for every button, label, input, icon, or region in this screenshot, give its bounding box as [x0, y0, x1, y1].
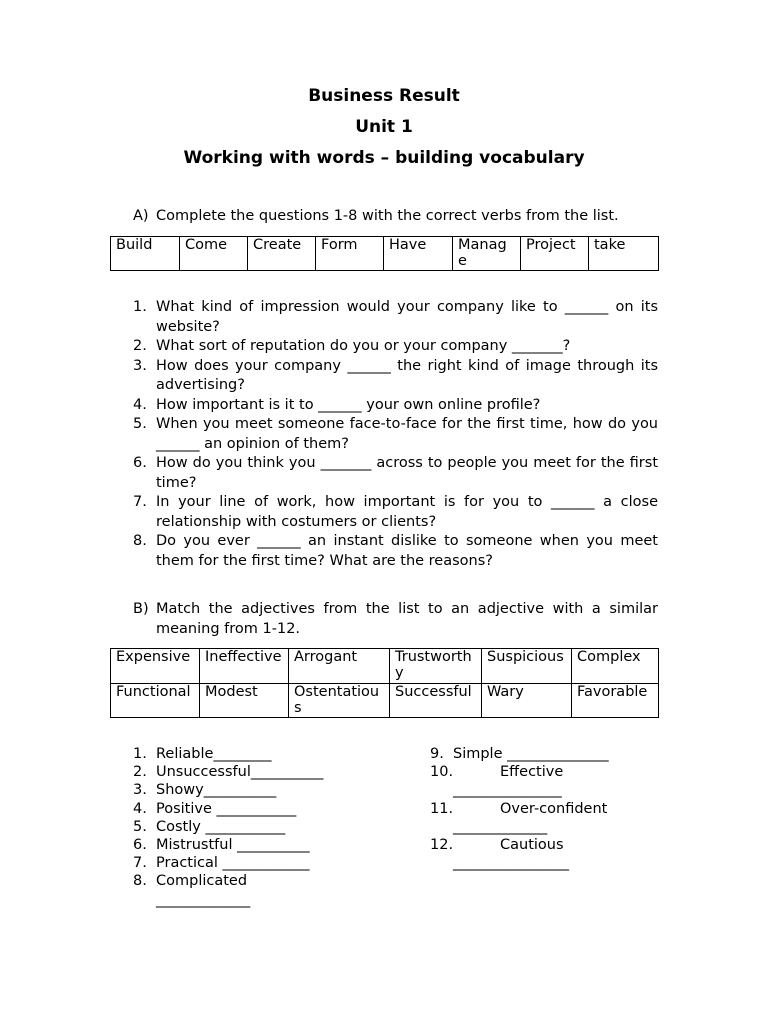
question-number: 7. [133, 494, 147, 510]
question-text: When you meet someone face-to-face for the first time, how do you ______ an opinion of them? [156, 416, 658, 452]
adjective-cell: Expensive [111, 649, 200, 684]
adjective-cell: Ineffective [200, 649, 289, 684]
section-a-label: A) [133, 208, 149, 224]
section-b-text: Match the adjectives from the list to an adjective with a similar meaning from 1-12. [156, 601, 658, 637]
adjective-cell: Suspicious [482, 649, 572, 684]
verb-cell: Create [248, 237, 316, 271]
match-item [430, 800, 660, 836]
verb-cell: take [589, 237, 659, 271]
verb-cell: Project [521, 237, 589, 271]
question-item [133, 493, 658, 532]
question-text: Do you ever ______ an instant dislike to someone when you meet them for the first time? What are the reasons? [156, 533, 658, 569]
match-number: 12. [430, 837, 454, 854]
match-item [133, 781, 373, 799]
question-item [133, 396, 658, 416]
answer-blank: _____________ [156, 891, 251, 908]
question-number: 3. [133, 357, 147, 374]
match-number: 4. [133, 800, 147, 817]
match-item [133, 763, 373, 781]
adjective-list-table [110, 648, 659, 718]
verb-cell: Have [384, 237, 453, 271]
question-item [133, 532, 658, 571]
answer-blank: _______________ [453, 782, 562, 799]
section-b-right-list [430, 745, 660, 872]
question-item [133, 357, 658, 396]
document-title: Business Result [308, 86, 460, 106]
question-item [133, 298, 658, 337]
match-item [133, 800, 373, 818]
match-number: 8. [133, 873, 147, 890]
verb-cell: Manage [453, 237, 521, 271]
question-number: 5. [133, 416, 147, 432]
match-text: Simple ______________ [453, 746, 609, 762]
adjective-cell: Successful [390, 683, 482, 718]
match-item [133, 818, 373, 836]
match-number: 1. [133, 746, 147, 762]
match-number: 2. [133, 764, 147, 781]
document-subtitle: Working with words – building vocabulary [183, 148, 585, 168]
question-text: What kind of impression would your company like to ______ on its website? [156, 299, 658, 335]
unit-heading: Unit 1 [355, 117, 413, 137]
match-text: Complicated [156, 873, 248, 890]
question-number: 1. [133, 299, 147, 315]
question-text: What sort of reputation do you or your company _______? [156, 338, 571, 354]
match-text: Effective [500, 764, 564, 781]
match-text: Costly ___________ [156, 818, 286, 835]
question-text: How important is it to ______ your own online profile? [156, 396, 541, 413]
question-text: How do you think you _______ across to people you meet for the first time? [156, 455, 658, 491]
adjective-cell: Arrogant [289, 649, 390, 684]
match-number: 5. [133, 818, 147, 835]
question-number: 6. [133, 455, 147, 471]
answer-blank: _____________ [453, 818, 548, 835]
match-text: Reliable________ [156, 746, 272, 762]
adjective-cell: Trustworthy [390, 649, 482, 684]
adjective-cell: Functional [111, 683, 200, 718]
answer-blank: ________________ [453, 855, 569, 872]
adjective-cell: Ostentatious [289, 683, 390, 718]
match-item [430, 763, 660, 799]
match-item [430, 836, 660, 872]
match-text: Unsuccessful__________ [156, 764, 324, 781]
section-b-instruction [133, 600, 658, 639]
question-number: 2. [133, 338, 147, 354]
match-text: Mistrustful __________ [156, 837, 310, 854]
adjective-cell: Favorable [572, 683, 659, 718]
section-a-text: Complete the questions 1-8 with the correct verbs from the list. [156, 208, 619, 224]
adjective-row [111, 683, 659, 718]
verb-row [111, 237, 659, 271]
section-b-left-list [133, 745, 373, 909]
question-item [133, 415, 658, 454]
match-number: 6. [133, 837, 147, 854]
adjective-cell: Complex [572, 649, 659, 684]
question-text: How does your company ______ the right kind of image through its advertising? [156, 357, 658, 393]
verb-cell: Form [316, 237, 384, 271]
match-number: 9. [430, 746, 444, 762]
section-a-instruction [133, 207, 658, 227]
verb-cell: Come [180, 237, 248, 271]
match-item [133, 836, 373, 854]
question-number: 8. [133, 533, 147, 549]
question-item [133, 337, 658, 357]
match-item [133, 854, 373, 872]
section-a-questions [133, 298, 658, 571]
match-text: Over-confident [500, 800, 608, 817]
match-number: 10. [430, 764, 454, 781]
match-item [430, 745, 660, 763]
verb-cell: Build [111, 237, 180, 271]
section-b-label: B) [133, 601, 149, 617]
adjective-cell: Modest [200, 683, 289, 718]
match-text: Showy__________ [156, 782, 277, 799]
adjective-cell: Wary [482, 683, 572, 718]
match-text: Practical ____________ [156, 855, 310, 872]
match-item [133, 745, 373, 763]
match-item [133, 872, 373, 908]
match-text: Positive ___________ [156, 800, 297, 817]
match-number: 3. [133, 782, 147, 799]
question-number: 4. [133, 396, 147, 413]
question-item [133, 454, 658, 493]
match-number: 7. [133, 855, 147, 872]
verb-list-table [110, 236, 659, 271]
question-text: In your line of work, how important is for you to ______ a close relationship with costumers or clients? [156, 494, 658, 530]
match-text: Cautious [500, 837, 564, 854]
adjective-row [111, 649, 659, 684]
match-number: 11. [430, 800, 454, 817]
